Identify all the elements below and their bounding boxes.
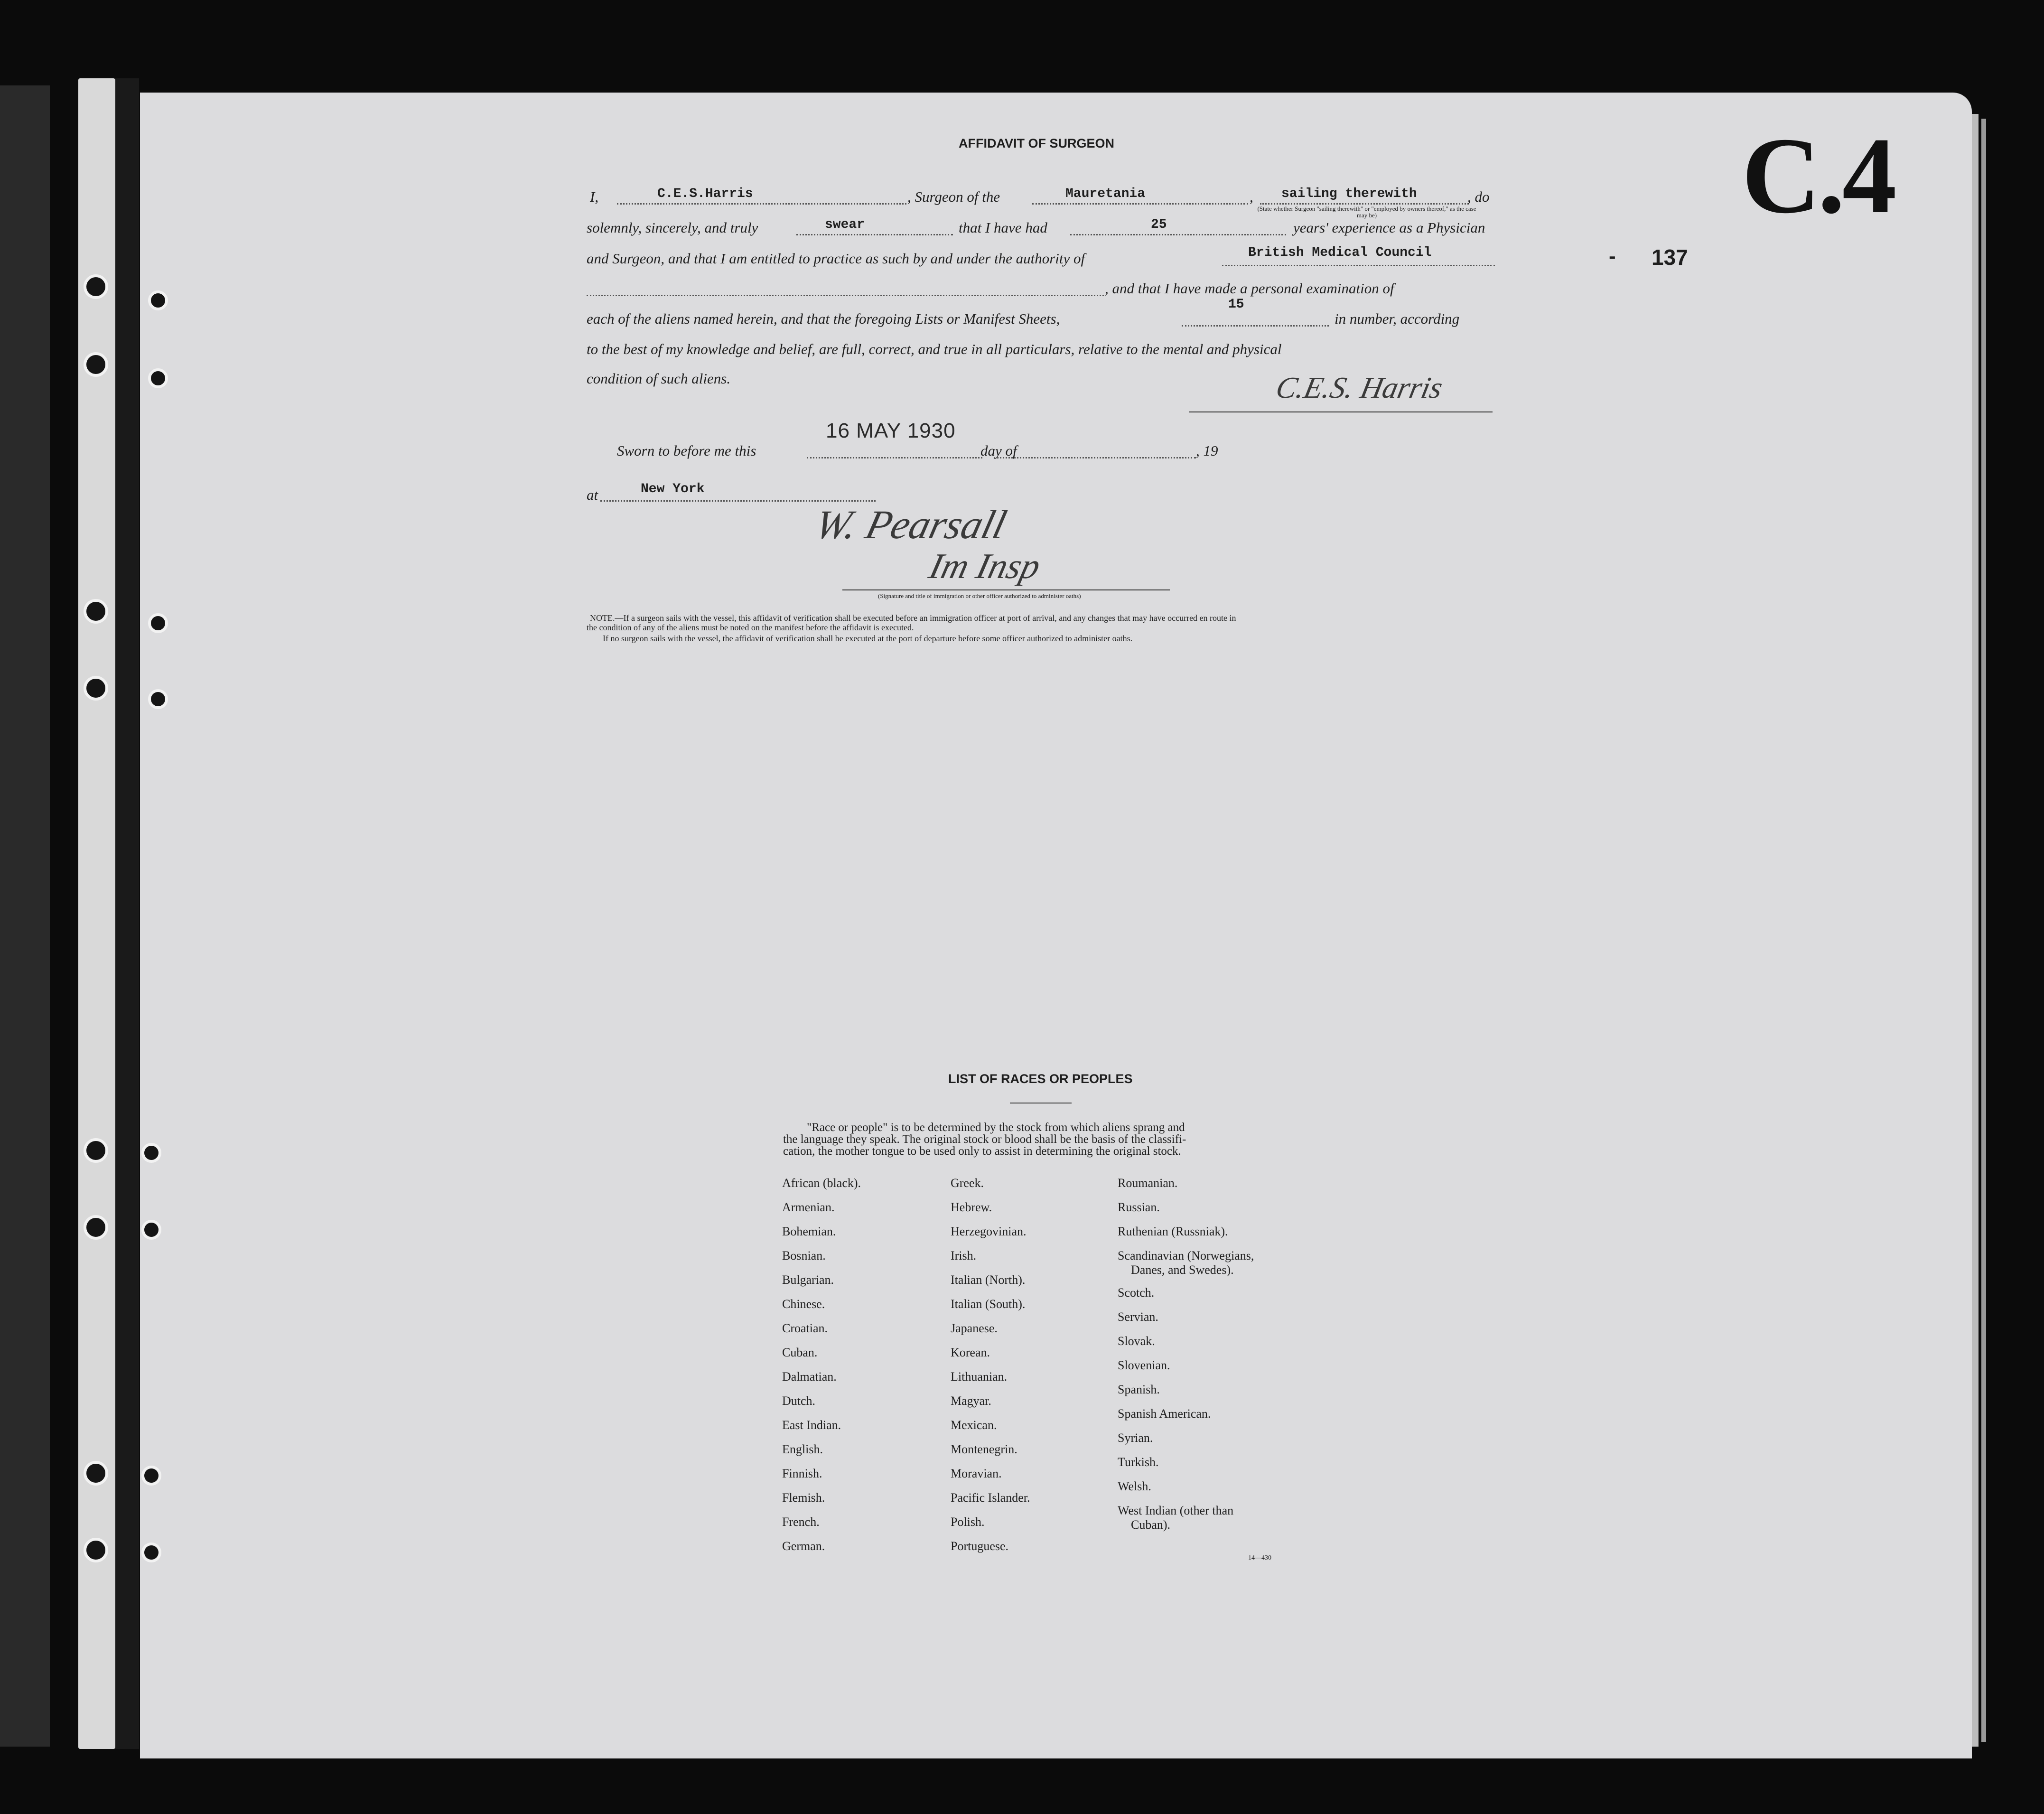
race-item: African (black). xyxy=(782,1176,861,1190)
punch-hole xyxy=(84,1138,108,1163)
race-item: Hebrew. xyxy=(951,1200,992,1214)
races-column-2 xyxy=(951,1176,1030,1563)
line2-years: years' experience as a Physician xyxy=(1293,219,1485,236)
race-item: Finnish. xyxy=(782,1467,822,1480)
punch-hole xyxy=(84,352,108,377)
surgeon-name: C.E.S.Harris xyxy=(657,187,753,201)
affidavit-title: AFFIDAVIT OF SURGEON xyxy=(959,136,1114,150)
left-film-strip xyxy=(0,85,50,1747)
race-item: Spanish. xyxy=(1118,1383,1160,1396)
sheets-blank xyxy=(1182,323,1329,327)
race-item: Bulgarian. xyxy=(782,1273,834,1287)
race-item: Spanish American. xyxy=(1118,1407,1211,1421)
race-item: Montenegrin. xyxy=(951,1442,1017,1456)
punch-hole xyxy=(84,676,108,701)
punch-hole xyxy=(148,689,168,709)
punch-hole xyxy=(84,599,108,624)
race-item-line: Danes, and Swedes). xyxy=(1131,1263,1234,1277)
race-item: Moravian. xyxy=(951,1467,1002,1480)
race-item: Herzegovinian. xyxy=(951,1225,1027,1238)
surgeon-signature-line xyxy=(1189,411,1493,412)
binding-shadow xyxy=(115,78,139,1749)
ship-blank xyxy=(1032,201,1248,205)
month-blank xyxy=(997,455,1196,458)
race-item-line: West Indian (other than xyxy=(1118,1504,1234,1517)
punch-hole xyxy=(84,274,108,299)
race-item: Pacific Islander. xyxy=(951,1491,1030,1505)
race-item: Slovak. xyxy=(1118,1334,1155,1348)
officer-title: Im Insp xyxy=(925,546,1045,586)
year-prefix: , 19 xyxy=(1196,442,1218,459)
race-item: Russian. xyxy=(1118,1200,1160,1214)
authority-blank xyxy=(1222,263,1495,266)
punch-hole xyxy=(148,290,168,310)
date-stamp: 16 MAY 1930 xyxy=(826,419,956,442)
race-item: Korean. xyxy=(951,1346,990,1359)
place-name: New York xyxy=(641,482,705,496)
sheets-count: 15 xyxy=(1228,297,1244,312)
binding-strip xyxy=(78,78,115,1749)
punch-hole xyxy=(84,1215,108,1240)
race-item: Italian (South). xyxy=(951,1297,1026,1311)
at-text: at xyxy=(587,486,598,503)
punch-hole xyxy=(141,1143,161,1163)
race-item: Bosnian. xyxy=(782,1249,826,1262)
line2-have-had: that I have had xyxy=(959,219,1047,236)
years-blank xyxy=(1070,232,1286,235)
race-item: Scotch. xyxy=(1118,1286,1155,1300)
race-item: Armenian. xyxy=(782,1200,835,1214)
years-experience: 25 xyxy=(1151,217,1167,232)
swear-word: swear xyxy=(825,217,865,232)
line3-authority: and Surgeon, and that I am entitled to practice as such by and under the authority of xyxy=(587,250,1085,267)
race-item: Greek. xyxy=(951,1176,984,1190)
status-blank xyxy=(1260,201,1469,205)
race-item: Roumanian. xyxy=(1118,1176,1178,1190)
note-line-1: NOTE.—If a surgeon sails with the vessel, this affidavit of verification shall be executed before an immigration officer at port of arrival, and any changes that may have occurred en route in xyxy=(590,613,1236,623)
races-intro-2: the language they speak. The original stock or blood shall be the basis of the classifi- xyxy=(783,1133,1186,1146)
line1-surgeon-of: , Surgeon of the xyxy=(907,188,1000,205)
punch-hole xyxy=(84,1461,108,1486)
officer-signature-line xyxy=(842,589,1170,590)
page-number: 137 xyxy=(1652,245,1688,270)
races-column-1 xyxy=(782,1176,861,1563)
race-item: Welsh. xyxy=(1118,1479,1151,1493)
race-item: Bohemian. xyxy=(782,1225,836,1238)
punch-hole xyxy=(141,1466,161,1486)
line1-comma: , xyxy=(1250,188,1253,205)
line7: condition of such aliens. xyxy=(587,370,731,387)
race-item: Italian (North). xyxy=(951,1273,1026,1287)
races-title: LIST OF RACES OR PEOPLES xyxy=(948,1072,1133,1086)
race-item: German. xyxy=(782,1539,825,1553)
race-item: Slovenian. xyxy=(1118,1358,1170,1372)
race-item-line: Scandinavian (Norwegians, xyxy=(1118,1249,1254,1262)
status-note: (State whether Surgeon "sailing therewith" or "employed by owners thereof," as the case may be) xyxy=(1257,205,1476,219)
line1-do: , do xyxy=(1467,188,1490,205)
race-item: Cuban. xyxy=(782,1346,818,1359)
race-item: Magyar. xyxy=(951,1394,991,1408)
sworn-text: Sworn to before me this xyxy=(617,442,756,459)
race-item: Ruthenian (Russniak). xyxy=(1118,1225,1228,1238)
surgeon-signature: C.E.S. Harris xyxy=(1273,371,1446,404)
race-item: Dutch. xyxy=(782,1394,816,1408)
race-item: French. xyxy=(782,1515,820,1529)
day-of-text: day of xyxy=(980,442,1017,459)
ship-name: Mauretania xyxy=(1065,187,1146,201)
authority-blank-2 xyxy=(587,293,1104,296)
race-item: Mexican. xyxy=(951,1418,997,1432)
race-item: Turkish. xyxy=(1118,1455,1159,1469)
swear-blank xyxy=(796,232,953,235)
race-item: Flemish. xyxy=(782,1491,825,1505)
page-edge xyxy=(1981,119,1986,1742)
line4: , and that I have made a personal examination of xyxy=(1105,280,1394,297)
page-edge xyxy=(1972,114,1979,1747)
race-item: Irish. xyxy=(951,1249,977,1262)
officer-caption: (Signature and title of immigration or other officer authorized to administer oaths) xyxy=(878,592,1081,599)
punch-hole xyxy=(141,1220,161,1240)
races-column-3 xyxy=(1118,1176,1254,1532)
line2-solemnly: solemnly, sincerely, and truly xyxy=(587,219,758,236)
race-item: Dalmatian. xyxy=(782,1370,837,1384)
race-item-scandinavian xyxy=(1118,1249,1254,1277)
note-line-2: the condition of any of the aliens must be noted on the manifest before the affidavit is executed. xyxy=(587,623,914,632)
authority-name: British Medical Council xyxy=(1248,245,1432,260)
punch-hole xyxy=(141,1543,161,1562)
race-item-line: Cuban). xyxy=(1131,1518,1171,1532)
line6: to the best of my knowledge and belief, are full, correct, and true in all particulars, relative to the mental and physical xyxy=(587,341,1282,357)
form-code: 14—430 xyxy=(1248,1554,1271,1562)
note-line-3: If no surgeon sails with the vessel, the affidavit of verification shall be executed at the port of departure before some officer authorized to administer oaths. xyxy=(603,634,1133,643)
race-item: Chinese. xyxy=(782,1297,825,1311)
punch-hole xyxy=(84,1538,108,1562)
name-blank xyxy=(617,201,906,205)
race-item: Portuguese. xyxy=(951,1539,1009,1553)
races-intro-3: cation, the mother tongue to be used only to assist in determining the original stock. xyxy=(783,1145,1181,1158)
race-item: Servian. xyxy=(1118,1310,1158,1324)
race-item-west-indian xyxy=(1118,1504,1254,1532)
race-item: Polish. xyxy=(951,1515,985,1529)
line5-aliens: each of the aliens named herein, and that the foregoing Lists or Manifest Sheets, xyxy=(587,310,1060,327)
day-blank xyxy=(807,455,982,458)
sheet-code-stamp: C.4 xyxy=(1742,115,1894,236)
race-item: Croatian. xyxy=(782,1321,828,1335)
punch-hole xyxy=(148,613,168,633)
race-item: Japanese. xyxy=(951,1321,998,1335)
line1-prefix: I, xyxy=(590,188,599,205)
page-mark: - xyxy=(1609,244,1616,268)
punch-hole xyxy=(148,368,168,388)
race-item: Lithuanian. xyxy=(951,1370,1008,1384)
surgeon-status: sailing therewith xyxy=(1281,187,1417,201)
officer-signature: W. Pearsall xyxy=(811,502,1011,547)
race-item: Syrian. xyxy=(1118,1431,1153,1445)
race-item: East Indian. xyxy=(782,1418,841,1432)
race-item: English. xyxy=(782,1442,823,1456)
line5-in-number: in number, according xyxy=(1335,310,1460,327)
races-intro-1: "Race or people" is to be determined by the stock from which aliens sprang and xyxy=(807,1121,1185,1134)
